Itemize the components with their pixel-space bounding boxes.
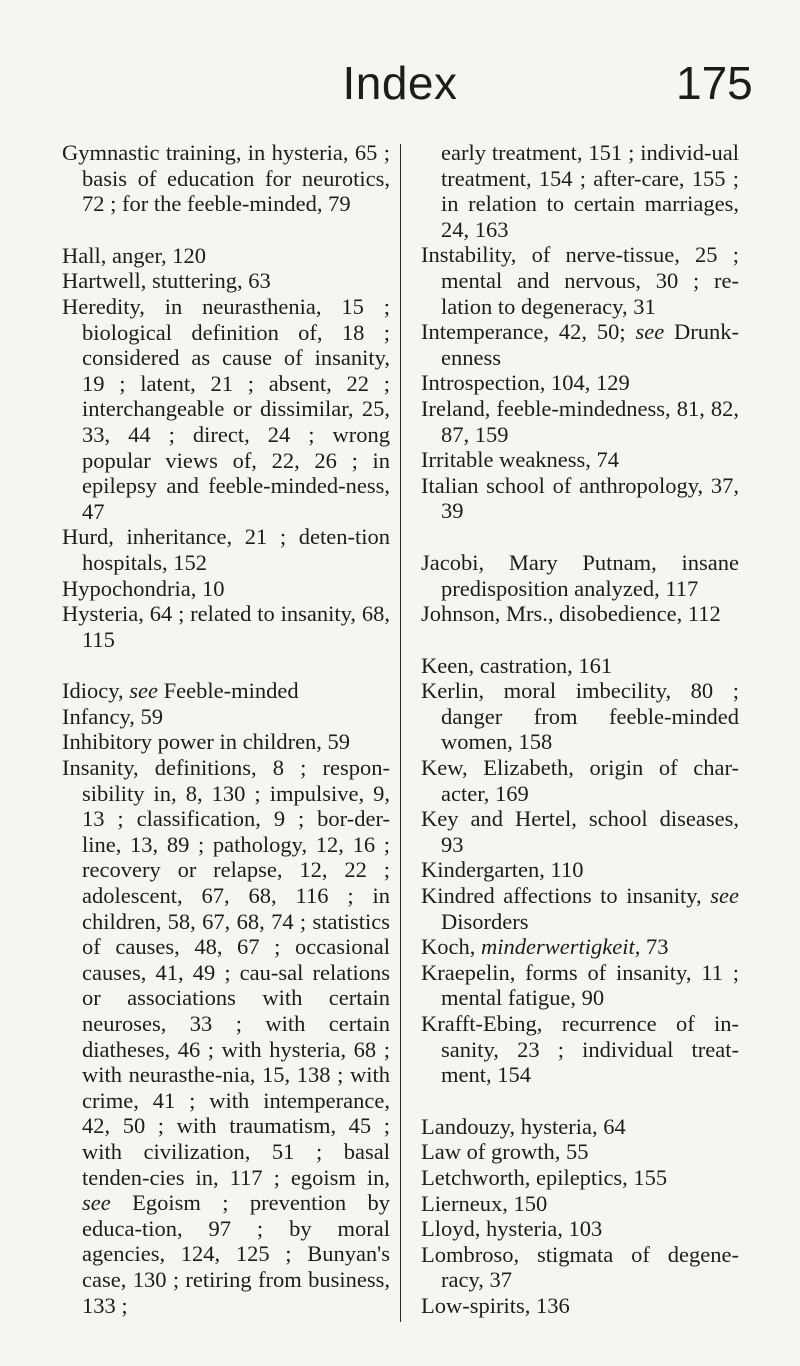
index-entry: Instability, of nerve-tissue, 25 ; mental and nervous, 30 ; re-lation to degeneracy, 31: [421, 242, 739, 319]
index-entry: Lloyd, hysteria, 103: [421, 1216, 603, 1242]
index-entry: Lombroso, stigmata of degene-racy, 37: [421, 1241, 739, 1293]
index-letter-group: [421, 653, 739, 1088]
index-column-right: [421, 140, 739, 1319]
entry-text: Insanity, definitions, 8 ; respon-sibility in, 8, 130 ; impulsive, 9, 13 ; classification, 9 ; bor-der-line, 13, 89 ; pathology, 12, 16 ; recovery or relapse, 12, 22 ; adolescent, 67, 68, 116 ; in children, 58, 67, 68, 74 ; statistics of causes, 48, 67 ; occasional causes, 41, 49 ; cau-sal relations or associations with certain neuroses, 33 ; with certain diatheses, 46 ; with hysteria, 68 ; with neurasthe-nia, 15, 138 ; with crime, 41 ; with intemperance, 42, 50 ; with traumatism, 45 ; with civilization, 51 ; basal tenden-cies in, 117 ; egoism in,: [62, 755, 390, 1190]
page-header: [0, 56, 800, 116]
entry-text: Drunk-enness: [441, 319, 740, 370]
index-entry: Lierneux, 150: [421, 1190, 548, 1216]
entry-text: Kindred affections to insanity,: [421, 883, 711, 909]
index-entry: Hypochondria, 10: [62, 575, 225, 601]
index-entry: Hysteria, 64 ; related to insanity, 68, 115: [62, 601, 390, 652]
index-entry: Key and Hertel, school diseases, 93: [421, 806, 739, 857]
entry-text: Intemperance, 42, 50;: [421, 319, 636, 345]
index-entry-continuation: early treatment, 151 ; individ-ual treatment, 154 ; after-care, 155 ; in relation to certain marriages, 24, 163: [441, 140, 739, 242]
index-entry: Kew, Elizabeth, origin of char-acter, 169: [421, 755, 739, 806]
index-letter-group: [421, 140, 739, 524]
index-entry: Heredity, in neurasthenia, 15 ; biological definition of, 18 ; considered as cause of insanity, 19 ; latent, 21 ; absent, 22 ; interchangeable or dissimilar, 25, 33, 44 ; direct, 24 ; wrong popular views of, 22, 26 ; in epilepsy and feeble-minded-ness, 47: [62, 293, 390, 524]
index-entry: Hurd, inheritance, 21 ; deten-tion hospitals, 152: [62, 524, 390, 575]
page-title: Index: [342, 57, 458, 109]
index-entry: Infancy, 59: [62, 703, 163, 729]
index-letter-group: [62, 243, 390, 653]
index-entry: Irritable weakness, 74: [421, 447, 620, 473]
entry-text: Idiocy,: [62, 678, 130, 704]
entry-text: Koch,: [421, 934, 481, 960]
entry-italic-text: see: [82, 1190, 111, 1216]
index-entry: [62, 678, 390, 704]
index-entry: Kraepelin, forms of insanity, 11 ; mental fatigue, 90: [421, 959, 739, 1011]
index-letter-group: [62, 140, 390, 217]
entry-text: , 73: [634, 934, 669, 960]
entry-italic-text: see: [635, 319, 665, 345]
index-entry: [62, 755, 390, 1318]
index-letter-group: [421, 550, 739, 627]
index-entry: Kerlin, moral imbecility, 80 ; danger from feeble-minded women, 158: [421, 678, 739, 755]
entry-italic-text: minderwertigkeit: [481, 934, 635, 960]
index-entry: Inhibitory power in children, 59: [62, 729, 351, 755]
index-entry: [421, 883, 739, 934]
index-entry: Kindergarten, 110: [421, 857, 584, 883]
index-entry: Ireland, feeble-mindedness, 81, 82, 87, 159: [421, 395, 739, 447]
index-letter-group: [421, 1114, 739, 1319]
entry-text: Disorders: [441, 908, 529, 934]
column-divider: [400, 144, 401, 1322]
index-entry: Landouzy, hysteria, 64: [421, 1113, 626, 1139]
page-number: 175: [676, 57, 753, 109]
entry-text: Feeble-minded: [158, 678, 299, 704]
index-entry: Italian school of anthropology, 37, 39: [421, 472, 739, 524]
entry-italic-text: see: [129, 678, 159, 704]
index-entry: Law of growth, 55: [421, 1139, 589, 1165]
index-entry: Introspection, 104, 129: [421, 370, 630, 396]
entry-italic-text: see: [710, 883, 739, 909]
index-letter-group: [62, 678, 390, 1318]
index-column-left: [62, 140, 390, 1318]
index-entry: Keen, castration, 161: [421, 652, 613, 678]
index-entry: Letchworth, epileptics, 155: [421, 1164, 668, 1190]
index-entry: Hartwell, stuttering, 63: [62, 268, 271, 294]
index-entry: Krafft-Ebing, recurrence of in-sanity, 23 ; individual treat-ment, 154: [421, 1011, 739, 1088]
index-entry: Johnson, Mrs., disobedience, 112: [421, 601, 721, 627]
index-entry: [421, 319, 739, 370]
entry-text: Egoism ; prevention by educa-tion, 97 ; by moral agencies, 124, 125 ; Bunyan's case, 130 ; retiring from business, 133 ;: [82, 1190, 390, 1318]
index-entry: Jacobi, Mary Putnam, insane predisposition analyzed, 117: [421, 549, 739, 601]
index-entry: Gymnastic training, in hysteria, 65 ; basis of education for neurotics, 72 ; for the feeble-minded, 79: [62, 140, 390, 217]
index-entry: [421, 934, 739, 960]
index-entry: Hall, anger, 120: [62, 242, 207, 268]
index-entry: Low-spirits, 136: [421, 1292, 570, 1318]
